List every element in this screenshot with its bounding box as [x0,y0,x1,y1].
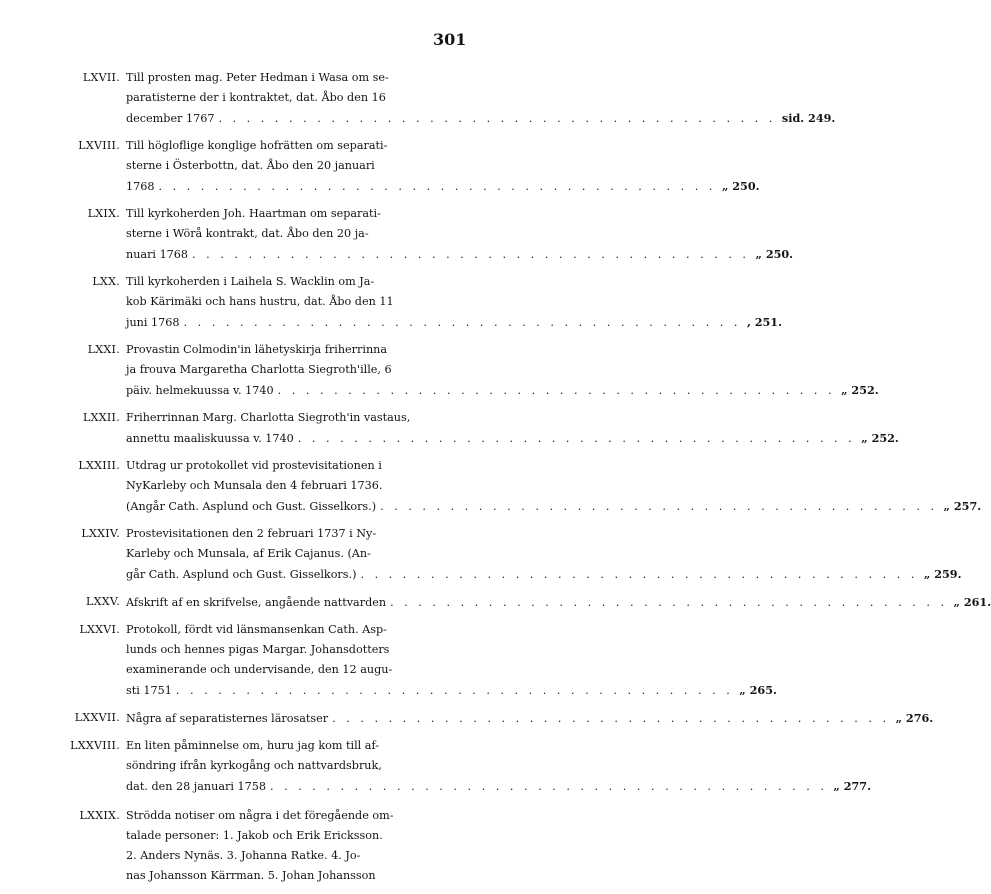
entry-title-line: december 1767 [126,112,215,125]
entry-title [126,620,777,700]
page-reference: , 251. [746,315,782,329]
entry-title-last-line [126,708,934,728]
entry-title [126,806,492,886]
entry-title-line: NyKarleby och Munsala den 4 februari 1736. [126,479,383,492]
dot-leader: . . . . . . . . . . . . . . . . . . . . . . . . . . . . . . . . . . . . . . . . [192,248,750,261]
toc-entry [62,620,777,700]
entry-title [126,592,991,612]
entry-title-line: sterne i Wörå kontrakt, dat. Åbo den 20 ja- [126,227,369,240]
page-reference: „ 252. [861,431,899,445]
entry-title-line: Strödda notiser om några i det föregående om- [126,809,394,822]
entry-number: LXX. [92,275,120,288]
page-reference: sid. 249. [781,111,836,125]
entry-title-last-line [126,244,794,264]
table-of-contents [62,68,991,894]
entry-title-last-line [126,428,899,448]
entry-title-line: sterne i Österbottn, dat. Åbo den 20 januari [126,159,375,172]
page-reference: „ 277. [833,779,871,793]
entry-number: LXVII. [82,71,120,84]
entry-title-line: Till prosten mag. Peter Hedman i Wasa om se- [126,71,389,84]
entry-title-line: går Cath. Asplund och Gust. Gisselkors.) [126,568,357,581]
toc-entry [62,592,991,612]
dot-leader: . . . . . . . . . . . . . . . . . . . . . . . . . . . . . . . . . . . . . . . . [269,780,828,793]
entry-title [126,736,871,796]
entry-title [126,136,760,196]
entry-title [126,708,934,728]
page-number: 301 [433,30,467,49]
entry-title-line: Provastin Colmodin'in lähetyskirja friherrinna [126,343,388,356]
page-reference: „ 250. [755,247,794,261]
dot-leader: . . . . . . . . . . . . . . . . . . . . . . . . . . . . . . . . . . . . . . . . [360,568,918,581]
entry-title-line: nuari 1768 [126,248,189,261]
entry-title [126,408,899,448]
entry-title-line: (Angår Cath. Asplund och Gust. Gisselkors.) [126,500,377,513]
entry-title-line: nas Johansson Kärrman. 5. Johan Johansson [126,869,376,882]
entry-title-last-line [126,776,871,796]
toc-entry [62,204,794,264]
page-reference: „ 259. [923,567,962,581]
entry-title [126,204,794,264]
entry-title-line: paratisterne der i kontraktet, dat. Åbo den 16 [126,91,386,104]
dot-leader: . . . . . . . . . . . . . . . . . . . . . . . . . . . . . . . . . . . . . . . . [175,684,734,697]
entry-title-last-line [126,312,782,332]
dot-leader: . . . . . . . . . . . . . . . . . . . . . . . . . . . . . . . . . . . . . . . . [297,432,856,445]
entry-title-line: Till högloflige konglige hofrätten om separati- [126,139,388,152]
dot-leader: . . . . . . . . . . . . . . . . . . . . . . . . . . . . . . . . . . . . . . . . [218,112,776,125]
entry-title-last-line [126,592,991,612]
dot-leader: . . . . . . . . . . . . . . . . . . . . . . . . . . . . . . . . . . . . . . . . [390,596,948,609]
entry-title [126,456,982,516]
entry-title [126,340,879,400]
entry-title-line: 2. Anders Nynäs. 3. Johanna Ratke. 4. Jo- [126,849,361,862]
page-reference: „ 250. [721,179,760,193]
entry-title-last-line [126,176,760,196]
toc-entry [62,806,492,886]
entry-title-line: En liten påminnelse om, huru jag kom till af- [126,739,379,752]
dot-leader: . . . . . . . . . . . . . . . . . . . . . . . . . . . . . . . . . . . . . . . . [183,316,741,329]
dot-leader: . . . . . . . . . . . . . . . . . . . . . . . . . . . . . . . . . . . . . . . . [277,384,836,397]
entry-number: LXXIX. [79,809,120,822]
entry-number: LXXV. [86,595,120,608]
entry-title-last-line [126,108,836,128]
entry-title [126,272,782,332]
toc-entry [62,456,982,516]
toc-entry [62,68,836,128]
entry-title-last-line [126,496,982,516]
entry-title-line: talade personer: 1. Jakob och Erik Ericksson. [126,829,383,842]
dot-leader: . . . . . . . . . . . . . . . . . . . . . . . . . . . . . . . . . . . . . . . . [332,712,890,725]
entry-title-line: dat. den 28 januari 1758 [126,780,266,793]
entry-title-line: ja frouva Margaretha Charlotta Siegroth'ille, 6 [126,363,392,376]
entry-title [126,524,962,584]
entry-title-line: päiv. helmekuussa v. 1740 [126,384,274,397]
toc-entry [62,272,782,332]
entry-title-last-line [126,564,962,584]
toc-entry [62,524,962,584]
page-reference: „ 265. [739,683,777,697]
entry-title-line: Prostevisitationen den 2 februari 1737 i Ny- [126,527,377,540]
entry-title-line: Protokoll, fördt vid länsmansenkan Cath. Asp- [126,623,387,636]
entry-number: LXXII. [83,411,120,424]
toc-entry [62,736,871,796]
entry-title-line: 1768 [126,180,155,193]
entry-title-line: kob Kärimäki och hans hustru, dat. Åbo den 11 [126,295,394,308]
entry-title-line: söndring ifrån kyrkogång och nattvardsbruk, [126,759,382,772]
entry-title-last-line [126,680,777,700]
entry-title-line: Till kyrkoherden i Laihela S. Wacklin om Ja- [126,275,375,288]
entry-title [126,68,836,128]
toc-entry [62,136,760,196]
page-reference: „ 252. [841,383,879,397]
entry-title-line: examinerande och undervisande, den 12 augu- [126,663,393,676]
entry-title-line: lunds och hennes pigas Margar. Johansdotters [126,643,390,656]
entry-number: LXXVIII. [70,739,120,752]
entry-number: LXIX. [87,207,120,220]
page-reference: „ 261. [953,595,991,609]
entry-number: LXXIII. [78,459,120,472]
entry-title-line: annettu maaliskuussa v. 1740 [126,432,294,445]
toc-entry [62,708,934,728]
entry-number: LXXVI. [79,623,120,636]
entry-number: LXXIV. [81,527,120,540]
entry-title-line: juni 1768 [126,316,180,329]
dot-leader: . . . . . . . . . . . . . . . . . . . . . . . . . . . . . . . . . . . . . . . . [380,500,938,513]
entry-title-line: Utdrag ur protokollet vid prostevisitationen i [126,459,382,472]
entry-title-last-line [126,380,879,400]
entry-title-line: Karleby och Munsala, af Erik Cajanus. (An- [126,547,371,560]
dot-leader: . . . . . . . . . . . . . . . . . . . . . . . . . . . . . . . . . . . . . . . . [158,180,716,193]
entry-title-line: Afskrift af en skrifvelse, angående nattvarden [126,596,387,609]
entry-title-line: sti 1751 [126,684,172,697]
page-reference: „ 276. [895,711,934,725]
page-reference: „ 257. [943,499,982,513]
entry-number: LXVIII. [78,139,120,152]
toc-entry [62,340,879,400]
entry-title-line: Till kyrkoherden Joh. Haartman om separati- [126,207,381,220]
entry-title-line: Några af separatisternes lärosatser [126,712,329,725]
entry-number: LXXI. [87,343,120,356]
entry-number: LXXVII. [74,711,120,724]
entry-title-line: Friherrinnan Marg. Charlotta Siegroth'in vastaus, [126,411,411,424]
toc-entry [62,408,899,448]
